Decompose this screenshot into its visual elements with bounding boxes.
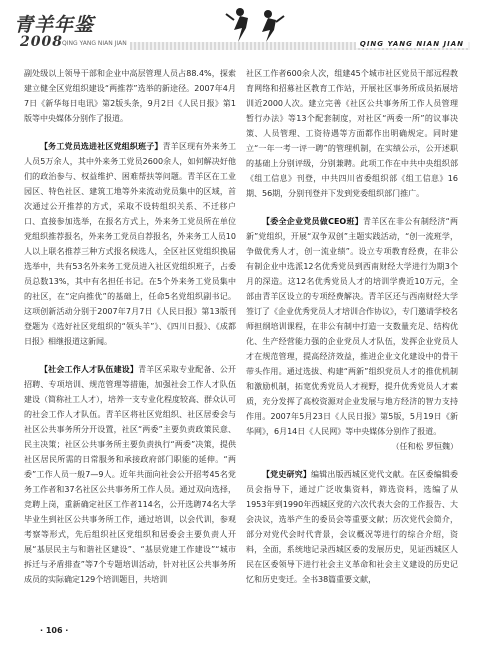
section-heading: 【党史研究】 (262, 470, 312, 479)
yearbook-logo-year: 2008 (20, 34, 63, 50)
section-migrant-party-members (24, 139, 236, 349)
yearbook-logo-title: 青羊年鉴 (14, 14, 95, 36)
section-body: 青羊区采取专业配备、公开招聘、专项培训、规范管理等措施，加强社会工作人才队伍建设（简称社工人才），培养一支专业化程度较高、群众认可的社会工作人才队伍。青羊区将社区党组织、社区居委会与社区公共事务所分开设置，社区“两委”主要负责政策民意、民主决策；社区公共事务所主要负责执行“两委”决策，提供社区居民所需的日常服务和承接政府部门职能的延伸。“两委”工作人员一般7—9人。近年共面向社会公开招考45名党务工作者和37名社区公共事务所工作人员。通过双向选择，竞聘上岗，重新确定社区工作者114名，公开选聘74名大学毕业生到社区公共事务所工作，通过培训，以会代训，参观考察等形式，先后组织社区党组织和居委会主要负责人开展“基层民主与和谐社区建设”、“基层党建工作建设”“城市拆迁与矛盾排查”等7个专题培训活动，针对社区公共事务所成员的实际确定129个培训题目，共培训 (24, 365, 237, 584)
yearbook-logo-subtitle: QING YANG NIAN JIAN (62, 40, 127, 47)
page-number: · 106 · (40, 626, 69, 635)
section-enterprise-ceo-class (246, 214, 458, 454)
left-intro-paragraph: 副处级以上领导干部和企业中高层管理人员占88.4%，探索建立健全区党组织建设“两推荐”选举的新途径。2007年4月7日《新华每日电讯》第2版头条，9月2日《人民日报》第1版等中央媒体分别作了报道。 (24, 69, 236, 123)
section-party-history-research (246, 467, 458, 587)
section-heading: 【务工党员选进社区党组织班子】 (40, 142, 163, 151)
section-social-work-talent (24, 362, 236, 587)
section-heading: 【委全企业党员做CEO班】 (262, 217, 363, 226)
dancer-figures-image (220, 4, 290, 44)
section-body: 青羊区在非公有制经济“两新”党组织，开展“双争双创”主题实践活动，“创一流班学，争做优秀人才，创一流业绩”。设立专项教育经费，在非公有制企业中选派12名优秀党员到西南财经大学进行为期3个月的深造。这12名优秀党员人才的培训学费近10万元，全部由青羊区设立的专项经费解决。青羊区还与西南财经大学签订了《企业优秀党员人才培训合作协议》，专门邀请学校名师担纲培训课程，在非公有制中打造一支数量充足、结构优化、生产经营能力强的企业党员人才队伍，发挥企业党员人才在规范管理，提高经济效益，推进企业文化建设中的骨干带头作用。通过选拔、构建“两新”组织党员人才的推优机制和激励机制，拓宽优秀党员人才视野，提升优秀党员人才素质，充分发挥了高校资源对企业发展与地方经济的智力支持作用。2007年5月23日《人民日报》第5版，5月19日《新华网》，6月14日《人民网》等中央媒体分别作了报道。 (246, 217, 458, 436)
author-credit: （任和松 罗恒魏） (391, 442, 458, 451)
right-intro-paragraph: 社区工作者600余人次，组建45个城市社区党员干部远程教育网络和招募社区教育工作站，开展社区事务所成员拓展培训近2000人次。建立完善《社区公共事务所工作人员管理暂行办法》等13个配套制度，对社区“两委一所”的议事决策、人员管理、工资待遇等方面都作出明确规定。同时建立“一年一考一评一聘”的管理机制，在实绩公示，公开述职的基础上分别评级，分别兼聘。此项工作在中共中央组织部《组工信息》刊登，中共四川省委组织部《组工信息》16期、56期，分别刊登并下发到党委组织部门推广。 (246, 69, 458, 198)
header-running-title: QING YANG NIAN JIAN (356, 40, 468, 48)
section-body: 编辑出版西城区党代文献。在区委编辑委员会指导下，通过广泛收集资料，筛选资料，选编了从1953年到1990年西城区党的六次代表大会的工作报告、大会决议，选举产生的委员会等重要文献；历次党代会简介，部分对党代会时代背景，会议概况等进行的综合介绍，资料，全面，系统地记录西城区委的发展历史，见证西城区人民在区委领导下进行社会主义革命和社会主义建设的历史记忆和历史变迁。全书38篇重要文献， (246, 470, 459, 584)
right-column (246, 66, 458, 587)
left-column (24, 66, 236, 587)
section-body: 青羊区现有外来务工人员5万余人，其中外来务工党员2600余人，如何解决好他们的政治参与、权益维护、困难帮扶等问题。青羊区在工业园区、特色社区、建筑工地等外来流动党员集中的区域，首次通过公开推荐的方式，采取不设转组织关系、不迁移户口、直接参加选举，在报名方式上，外来务工党员所在单位党组织推荐报名，外来务工党员自荐报名，外来务工人员10人以上联名推荐三种方式报名候选人，全区社区党组织换届选举中，共有53名外来务工党员进入社区党组织班子，占委员总数13%，其中有名担任书记。在5个外来务工党员集中的社区，在“定向推优”的基础上，任命5名党组织副书记。这项创新活动分别于2007年7月7日《人民日报》第13版刊登题为《选好社区党组织的“领头羊”》、《四川日报》、《成都日报》相继报道这新闻。 (24, 142, 236, 346)
page-header (0, 0, 480, 58)
section-heading: 【社会工作人才队伍建设】 (40, 365, 139, 374)
